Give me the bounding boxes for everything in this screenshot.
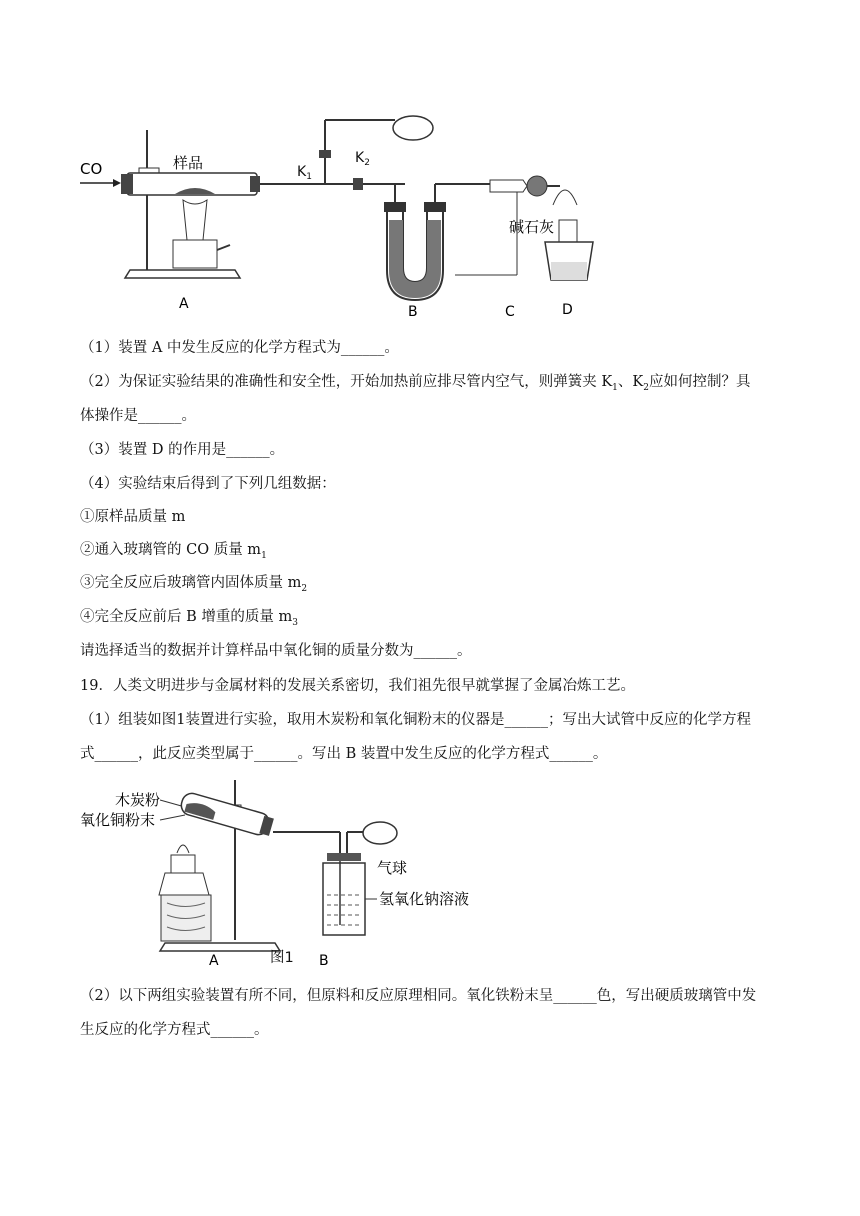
k2-label: K [355,150,365,166]
q-prev-part3: （3）装置 D 的作用是______。 [80,442,285,458]
q19-part2-line2: 生反应的化学方程式______。 [80,1022,269,1038]
k2-sub: 2 [364,158,370,168]
data-item-1: ①原样品质量 m [80,509,186,525]
q19-part1-line1: （1）组装如图1装置进行实验，取用木炭粉和氧化铜粉末的仪器是______；写出大试管中反应的化学方程 [80,712,751,728]
soda-lime-label: 碱石灰 [509,218,555,236]
figure-caption: 图1 [270,950,294,966]
svg-text:K2 [355,150,370,168]
naoh-label: 氢氧化钠溶液 [379,890,470,908]
fig1-label-b: B [319,953,329,969]
data-item-3: ③完全反应后玻璃管内固体质量 $m_2$ [80,575,308,594]
cuo-label: 氧化铜粉末 [80,811,156,829]
label-b: B [408,304,418,320]
data-item-2: ②通入玻璃管的 CO 质量 $m_1$ [80,542,267,561]
charcoal-label: 木炭粉 [115,791,161,809]
label-a: A [179,296,189,312]
svg-text:K1 [297,164,312,182]
q19-part2-line1: （2）以下两组实验装置有所不同，但原料和反应原理相同。氧化铁粉末呈______色，写出硬质玻璃管中发 [80,988,757,1004]
q-prev-part4: （4）实验结束后得到了下列几组数据： [80,476,336,492]
label-d: D [562,302,573,318]
apparatus-diagram-2 [75,775,475,975]
fig1-label-a-visible: A [209,953,219,969]
k1-label: K [297,164,307,180]
q19-stem: 19．人类文明进步与金属材料的发展关系密切，我们祖先很早就掌握了金属冶炼工艺。 [80,678,635,694]
label-c: C [505,304,515,320]
sample-label: 样品 [173,154,204,172]
q-prev-part2-line1: （2）为保证实验结果的准确性和安全性，开始加热前应排尽管内空气，则弹簧夹 $K_1$、$K_2$应如何控制？具 [80,374,751,393]
apparatus-diagram-1 [75,110,595,325]
q-prev-part5: 请选择适当的数据并计算样品中氧化铜的质量分数为______。 [80,643,472,659]
data-item-4: ④完全反应前后 B 增重的质量 $m_3$ [80,609,298,628]
q-prev-part1: （1）装置 A 中发生反应的化学方程式为______。 [80,340,399,356]
q19-part1-line2: 式______，此反应类型属于______。写出 B 装置中发生反应的化学方程式______。 [80,746,608,762]
co-label: CO [80,160,103,178]
balloon-label: 气球 [377,859,408,877]
k1-sub: 1 [306,172,312,182]
q-prev-part2-line2: 体操作是______。 [80,408,196,424]
